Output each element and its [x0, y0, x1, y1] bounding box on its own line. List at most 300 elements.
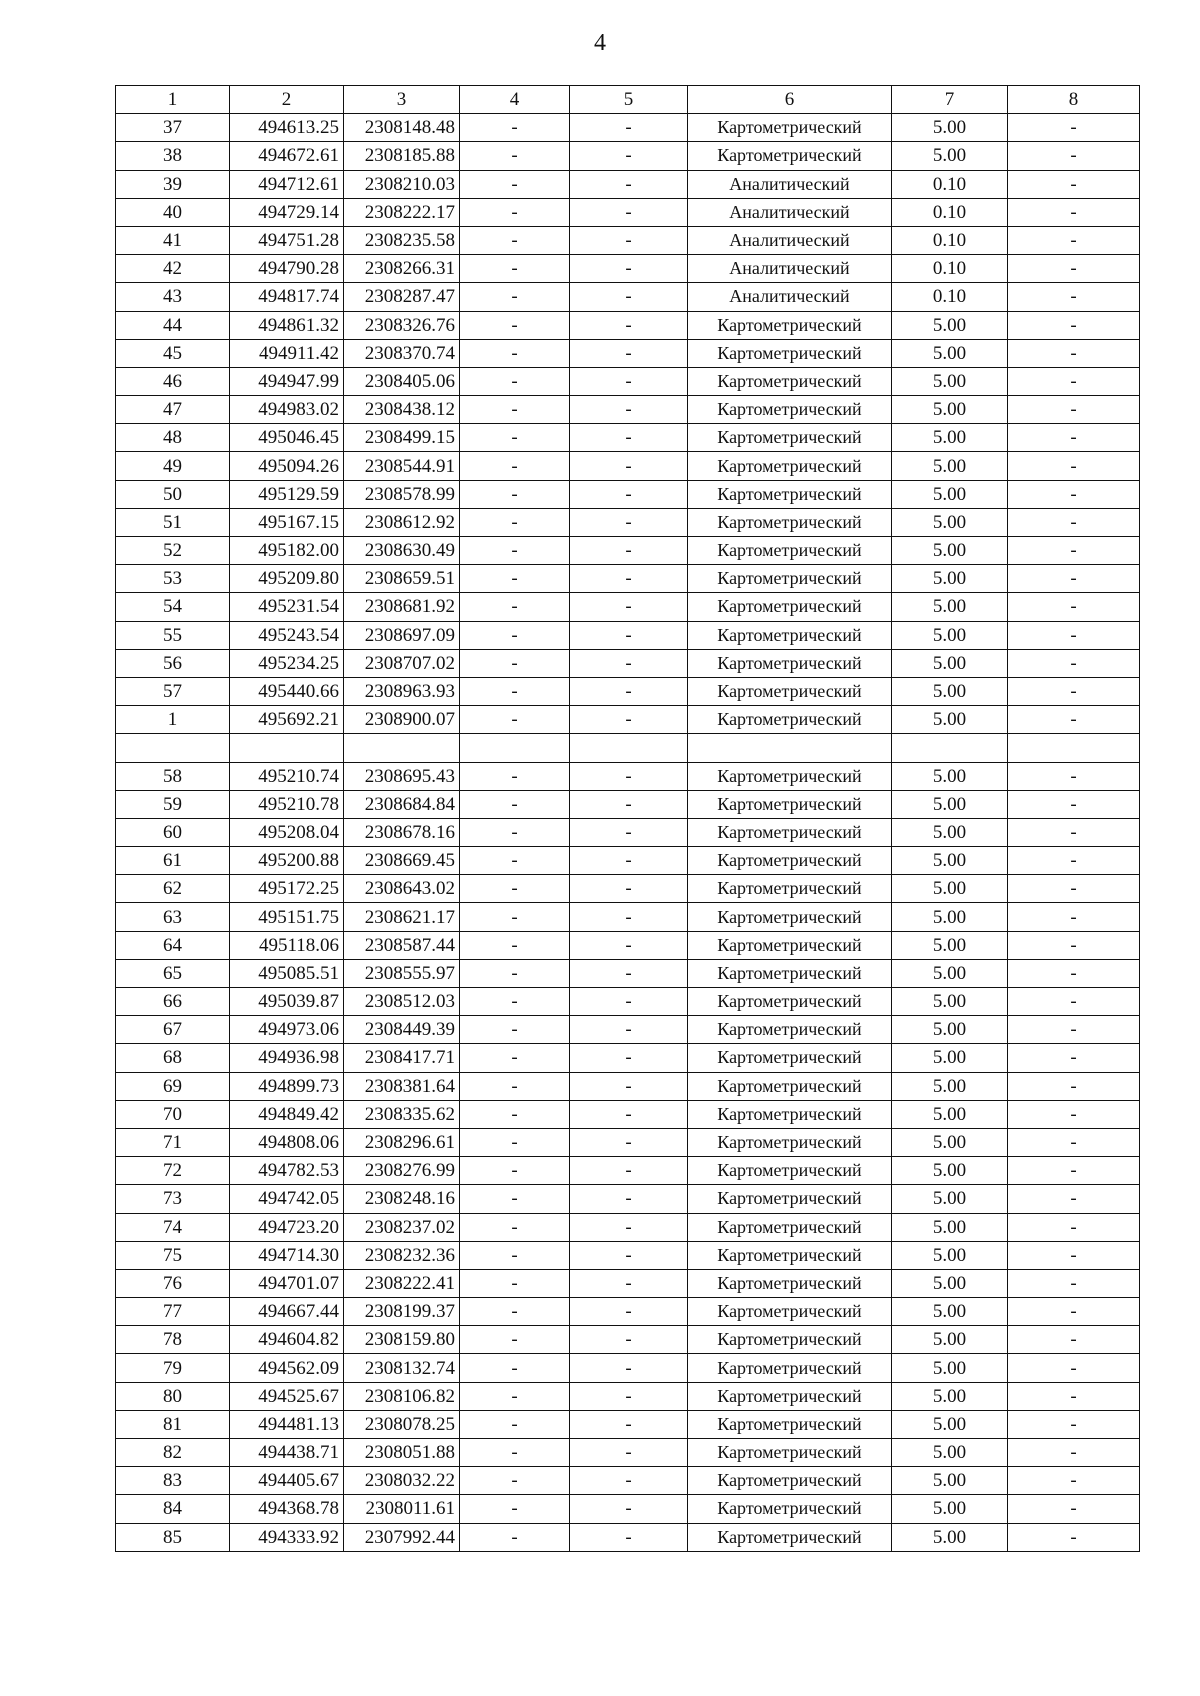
- x-coordinate-cell: 495208.04: [230, 818, 344, 846]
- accuracy-cell: 5.00: [892, 1016, 1008, 1044]
- column-8-cell: -: [1008, 1100, 1140, 1128]
- point-number-cell: 51: [116, 508, 230, 536]
- x-coordinate-cell: 495039.87: [230, 988, 344, 1016]
- method-cell: Картометрический: [688, 762, 892, 790]
- table-row: [116, 1241, 1140, 1269]
- point-number-cell: 62: [116, 875, 230, 903]
- x-coordinate-cell: 495094.26: [230, 452, 344, 480]
- column-4-cell: -: [460, 142, 570, 170]
- column-4-cell: -: [460, 762, 570, 790]
- y-coordinate-cell: 2308326.76: [344, 311, 460, 339]
- column-8-cell: -: [1008, 1298, 1140, 1326]
- column-4-cell: -: [460, 1213, 570, 1241]
- column-8-cell: -: [1008, 311, 1140, 339]
- column-5-cell: -: [570, 508, 688, 536]
- x-coordinate-cell: 494667.44: [230, 1298, 344, 1326]
- column-4-cell: -: [460, 959, 570, 987]
- x-coordinate-cell: 495167.15: [230, 508, 344, 536]
- y-coordinate-cell: 2308370.74: [344, 339, 460, 367]
- y-coordinate-cell: 2308266.31: [344, 255, 460, 283]
- method-cell: Картометрический: [688, 537, 892, 565]
- column-4-cell: -: [460, 1128, 570, 1156]
- column-4-cell: -: [460, 508, 570, 536]
- column-4-cell: -: [460, 677, 570, 705]
- point-number-cell: 55: [116, 621, 230, 649]
- point-number-cell: 50: [116, 480, 230, 508]
- column-8-cell: -: [1008, 226, 1140, 254]
- table-row: [116, 1128, 1140, 1156]
- point-number-cell: 42: [116, 255, 230, 283]
- accuracy-cell: [892, 734, 1008, 762]
- table-row: [116, 621, 1140, 649]
- x-coordinate-cell: 494973.06: [230, 1016, 344, 1044]
- column-4-cell: -: [460, 1467, 570, 1495]
- column-8-cell: -: [1008, 1072, 1140, 1100]
- column-8-cell: -: [1008, 1241, 1140, 1269]
- x-coordinate-cell: 494562.09: [230, 1354, 344, 1382]
- point-number-cell: 39: [116, 170, 230, 198]
- point-number-cell: 71: [116, 1128, 230, 1156]
- point-number-cell: 72: [116, 1157, 230, 1185]
- method-cell: Картометрический: [688, 508, 892, 536]
- y-coordinate-cell: 2308051.88: [344, 1439, 460, 1467]
- table-row: [116, 959, 1140, 987]
- column-4-cell: -: [460, 198, 570, 226]
- column-8-cell: -: [1008, 1016, 1140, 1044]
- point-number-cell: 70: [116, 1100, 230, 1128]
- column-8-cell: [1008, 734, 1140, 762]
- point-number-cell: 57: [116, 677, 230, 705]
- column-4-cell: -: [460, 480, 570, 508]
- accuracy-cell: 5.00: [892, 1128, 1008, 1156]
- column-4-cell: -: [460, 1241, 570, 1269]
- point-number-cell: 75: [116, 1241, 230, 1269]
- table-row: [116, 255, 1140, 283]
- table-row: [116, 396, 1140, 424]
- table-row: [116, 424, 1140, 452]
- method-cell: Картометрический: [688, 1467, 892, 1495]
- accuracy-cell: 0.10: [892, 198, 1008, 226]
- table-row: [116, 734, 1140, 762]
- accuracy-cell: 5.00: [892, 424, 1008, 452]
- column-8-cell: -: [1008, 255, 1140, 283]
- x-coordinate-cell: 495243.54: [230, 621, 344, 649]
- column-4-cell: -: [460, 875, 570, 903]
- column-5-cell: [570, 734, 688, 762]
- column-5-cell: -: [570, 424, 688, 452]
- column-5-cell: -: [570, 1100, 688, 1128]
- x-coordinate-cell: 494742.05: [230, 1185, 344, 1213]
- accuracy-cell: 5.00: [892, 508, 1008, 536]
- table-row: [116, 1044, 1140, 1072]
- point-number-cell: 73: [116, 1185, 230, 1213]
- accuracy-cell: 5.00: [892, 396, 1008, 424]
- y-coordinate-cell: 2308078.25: [344, 1410, 460, 1438]
- accuracy-cell: 0.10: [892, 255, 1008, 283]
- column-8-cell: -: [1008, 903, 1140, 931]
- table-row: [116, 1523, 1140, 1551]
- y-coordinate-cell: 2308381.64: [344, 1072, 460, 1100]
- accuracy-cell: 5.00: [892, 677, 1008, 705]
- y-coordinate-cell: 2308237.02: [344, 1213, 460, 1241]
- y-coordinate-cell: 2308678.16: [344, 818, 460, 846]
- y-coordinate-cell: 2308499.15: [344, 424, 460, 452]
- point-number-cell: 85: [116, 1523, 230, 1551]
- column-5-cell: -: [570, 565, 688, 593]
- column-4-cell: -: [460, 114, 570, 142]
- table-row: [116, 452, 1140, 480]
- table-row: [116, 847, 1140, 875]
- column-5-cell: -: [570, 818, 688, 846]
- accuracy-cell: 5.00: [892, 762, 1008, 790]
- column-5-cell: -: [570, 1326, 688, 1354]
- column-8-cell: -: [1008, 621, 1140, 649]
- point-number-cell: 1: [116, 706, 230, 734]
- method-cell: Картометрический: [688, 1016, 892, 1044]
- method-cell: Картометрический: [688, 114, 892, 142]
- table-row: [116, 142, 1140, 170]
- column-8-cell: -: [1008, 367, 1140, 395]
- y-coordinate-cell: 2308587.44: [344, 931, 460, 959]
- accuracy-cell: 5.00: [892, 649, 1008, 677]
- table-row: [116, 1326, 1140, 1354]
- method-cell: Картометрический: [688, 480, 892, 508]
- x-coordinate-cell: 494333.92: [230, 1523, 344, 1551]
- point-number-cell: 77: [116, 1298, 230, 1326]
- column-5-cell: -: [570, 959, 688, 987]
- y-coordinate-cell: 2308235.58: [344, 226, 460, 254]
- x-coordinate-cell: [230, 734, 344, 762]
- table-row: [116, 114, 1140, 142]
- accuracy-cell: 0.10: [892, 170, 1008, 198]
- x-coordinate-cell: 495209.80: [230, 565, 344, 593]
- y-coordinate-cell: 2308695.43: [344, 762, 460, 790]
- column-4-cell: [460, 734, 570, 762]
- column-4-cell: -: [460, 311, 570, 339]
- column-4-cell: -: [460, 1439, 570, 1467]
- column-5-cell: -: [570, 1044, 688, 1072]
- point-number-cell: 37: [116, 114, 230, 142]
- column-4-cell: -: [460, 226, 570, 254]
- y-coordinate-cell: 2308621.17: [344, 903, 460, 931]
- accuracy-cell: 5.00: [892, 818, 1008, 846]
- x-coordinate-cell: 495692.21: [230, 706, 344, 734]
- point-number-cell: 44: [116, 311, 230, 339]
- column-5-cell: -: [570, 1410, 688, 1438]
- method-cell: Картометрический: [688, 1128, 892, 1156]
- table-row: [116, 1157, 1140, 1185]
- y-coordinate-cell: 2308512.03: [344, 988, 460, 1016]
- column-5-cell: -: [570, 649, 688, 677]
- y-coordinate-cell: 2308232.36: [344, 1241, 460, 1269]
- column-8-cell: -: [1008, 931, 1140, 959]
- y-coordinate-cell: 2308630.49: [344, 537, 460, 565]
- column-5-cell: -: [570, 537, 688, 565]
- column-8-cell: -: [1008, 1467, 1140, 1495]
- table-row: [116, 931, 1140, 959]
- column-5-cell: -: [570, 452, 688, 480]
- x-coordinate-cell: 495118.06: [230, 931, 344, 959]
- column-8-cell: -: [1008, 1213, 1140, 1241]
- column-8-cell: -: [1008, 875, 1140, 903]
- accuracy-cell: 5.00: [892, 1298, 1008, 1326]
- y-coordinate-cell: 2308276.99: [344, 1157, 460, 1185]
- column-8-cell: -: [1008, 790, 1140, 818]
- accuracy-cell: 5.00: [892, 931, 1008, 959]
- column-4-cell: -: [460, 1044, 570, 1072]
- x-coordinate-cell: 494438.71: [230, 1439, 344, 1467]
- method-cell: Аналитический: [688, 283, 892, 311]
- x-coordinate-cell: 494782.53: [230, 1157, 344, 1185]
- x-coordinate-cell: 494604.82: [230, 1326, 344, 1354]
- accuracy-cell: 5.00: [892, 114, 1008, 142]
- column-header-5: 5: [570, 86, 688, 114]
- method-cell: Картометрический: [688, 818, 892, 846]
- x-coordinate-cell: 494613.25: [230, 114, 344, 142]
- column-4-cell: -: [460, 1382, 570, 1410]
- method-cell: Картометрический: [688, 339, 892, 367]
- accuracy-cell: 5.00: [892, 1044, 1008, 1072]
- x-coordinate-cell: 494947.99: [230, 367, 344, 395]
- point-number-cell: 49: [116, 452, 230, 480]
- column-5-cell: -: [570, 1016, 688, 1044]
- accuracy-cell: 5.00: [892, 480, 1008, 508]
- accuracy-cell: 5.00: [892, 875, 1008, 903]
- table-row: [116, 283, 1140, 311]
- column-4-cell: -: [460, 818, 570, 846]
- column-5-cell: -: [570, 339, 688, 367]
- table-row: [116, 1072, 1140, 1100]
- point-number-cell: 68: [116, 1044, 230, 1072]
- column-5-cell: -: [570, 790, 688, 818]
- y-coordinate-cell: 2308578.99: [344, 480, 460, 508]
- point-number-cell: 74: [116, 1213, 230, 1241]
- column-5-cell: -: [570, 396, 688, 424]
- column-5-cell: -: [570, 847, 688, 875]
- table-row: [116, 226, 1140, 254]
- point-number-cell: 76: [116, 1269, 230, 1297]
- column-8-cell: -: [1008, 1495, 1140, 1523]
- column-4-cell: -: [460, 903, 570, 931]
- point-number-cell: 67: [116, 1016, 230, 1044]
- column-5-cell: -: [570, 1128, 688, 1156]
- column-5-cell: -: [570, 988, 688, 1016]
- column-5-cell: -: [570, 1298, 688, 1326]
- table-row: [116, 875, 1140, 903]
- method-cell: Аналитический: [688, 226, 892, 254]
- column-5-cell: -: [570, 875, 688, 903]
- table-row: [116, 1213, 1140, 1241]
- y-coordinate-cell: 2308296.61: [344, 1128, 460, 1156]
- y-coordinate-cell: [344, 734, 460, 762]
- column-8-cell: -: [1008, 1185, 1140, 1213]
- table-row: [116, 508, 1140, 536]
- table-row: [116, 818, 1140, 846]
- accuracy-cell: 5.00: [892, 1213, 1008, 1241]
- x-coordinate-cell: 495200.88: [230, 847, 344, 875]
- column-8-cell: -: [1008, 396, 1140, 424]
- column-4-cell: -: [460, 1298, 570, 1326]
- point-number-cell: 48: [116, 424, 230, 452]
- table-body: [116, 114, 1140, 1552]
- column-5-cell: -: [570, 903, 688, 931]
- point-number-cell: 56: [116, 649, 230, 677]
- method-cell: Картометрический: [688, 621, 892, 649]
- method-cell: Картометрический: [688, 903, 892, 931]
- method-cell: Картометрический: [688, 847, 892, 875]
- column-8-cell: -: [1008, 706, 1140, 734]
- x-coordinate-cell: 494861.32: [230, 311, 344, 339]
- column-5-cell: -: [570, 762, 688, 790]
- column-4-cell: -: [460, 255, 570, 283]
- table-header-row: [116, 86, 1140, 114]
- column-5-cell: -: [570, 1354, 688, 1382]
- table-row: [116, 762, 1140, 790]
- table-row: [116, 311, 1140, 339]
- x-coordinate-cell: 495210.74: [230, 762, 344, 790]
- y-coordinate-cell: 2308210.03: [344, 170, 460, 198]
- y-coordinate-cell: 2308405.06: [344, 367, 460, 395]
- column-8-cell: -: [1008, 1354, 1140, 1382]
- accuracy-cell: 5.00: [892, 959, 1008, 987]
- accuracy-cell: 5.00: [892, 1439, 1008, 1467]
- x-coordinate-cell: 494849.42: [230, 1100, 344, 1128]
- column-8-cell: -: [1008, 480, 1140, 508]
- method-cell: Картометрический: [688, 1269, 892, 1297]
- column-8-cell: -: [1008, 170, 1140, 198]
- x-coordinate-cell: 495129.59: [230, 480, 344, 508]
- y-coordinate-cell: 2308449.39: [344, 1016, 460, 1044]
- table-row: [116, 1298, 1140, 1326]
- column-5-cell: -: [570, 931, 688, 959]
- table-row: [116, 537, 1140, 565]
- method-cell: Картометрический: [688, 1100, 892, 1128]
- y-coordinate-cell: 2307992.44: [344, 1523, 460, 1551]
- column-8-cell: -: [1008, 1523, 1140, 1551]
- accuracy-cell: 5.00: [892, 1467, 1008, 1495]
- method-cell: Картометрический: [688, 875, 892, 903]
- x-coordinate-cell: 494808.06: [230, 1128, 344, 1156]
- column-4-cell: -: [460, 931, 570, 959]
- column-5-cell: -: [570, 226, 688, 254]
- accuracy-cell: 5.00: [892, 988, 1008, 1016]
- y-coordinate-cell: 2308185.88: [344, 142, 460, 170]
- column-5-cell: -: [570, 311, 688, 339]
- column-8-cell: -: [1008, 283, 1140, 311]
- accuracy-cell: 5.00: [892, 1354, 1008, 1382]
- column-8-cell: -: [1008, 537, 1140, 565]
- accuracy-cell: 5.00: [892, 1495, 1008, 1523]
- column-4-cell: -: [460, 706, 570, 734]
- accuracy-cell: 5.00: [892, 537, 1008, 565]
- x-coordinate-cell: 494751.28: [230, 226, 344, 254]
- method-cell: Картометрический: [688, 142, 892, 170]
- point-number-cell: 58: [116, 762, 230, 790]
- x-coordinate-cell: 494936.98: [230, 1044, 344, 1072]
- column-5-cell: -: [570, 1523, 688, 1551]
- y-coordinate-cell: 2308159.80: [344, 1326, 460, 1354]
- y-coordinate-cell: 2308106.82: [344, 1382, 460, 1410]
- column-4-cell: -: [460, 424, 570, 452]
- table-row: [116, 903, 1140, 931]
- table-row: [116, 1269, 1140, 1297]
- column-4-cell: -: [460, 649, 570, 677]
- point-number-cell: 40: [116, 198, 230, 226]
- column-4-cell: -: [460, 537, 570, 565]
- accuracy-cell: 5.00: [892, 311, 1008, 339]
- point-number-cell: 52: [116, 537, 230, 565]
- column-8-cell: -: [1008, 1382, 1140, 1410]
- column-5-cell: -: [570, 1495, 688, 1523]
- column-8-cell: -: [1008, 1326, 1140, 1354]
- method-cell: Картометрический: [688, 1241, 892, 1269]
- column-8-cell: -: [1008, 142, 1140, 170]
- column-8-cell: -: [1008, 593, 1140, 621]
- accuracy-cell: 5.00: [892, 1523, 1008, 1551]
- table-row: [116, 1100, 1140, 1128]
- method-cell: Картометрический: [688, 706, 892, 734]
- method-cell: Картометрический: [688, 931, 892, 959]
- accuracy-cell: 5.00: [892, 1185, 1008, 1213]
- y-coordinate-cell: 2308900.07: [344, 706, 460, 734]
- point-number-cell: 43: [116, 283, 230, 311]
- column-4-cell: -: [460, 1326, 570, 1354]
- method-cell: Картометрический: [688, 959, 892, 987]
- y-coordinate-cell: 2308335.62: [344, 1100, 460, 1128]
- column-8-cell: -: [1008, 847, 1140, 875]
- method-cell: Картометрический: [688, 1382, 892, 1410]
- y-coordinate-cell: 2308222.41: [344, 1269, 460, 1297]
- accuracy-cell: 5.00: [892, 593, 1008, 621]
- column-4-cell: -: [460, 847, 570, 875]
- column-5-cell: -: [570, 198, 688, 226]
- y-coordinate-cell: 2308199.37: [344, 1298, 460, 1326]
- y-coordinate-cell: 2308963.93: [344, 677, 460, 705]
- column-8-cell: -: [1008, 988, 1140, 1016]
- column-8-cell: -: [1008, 818, 1140, 846]
- column-4-cell: -: [460, 565, 570, 593]
- y-coordinate-cell: 2308438.12: [344, 396, 460, 424]
- method-cell: Аналитический: [688, 198, 892, 226]
- page-number: 4: [594, 30, 606, 56]
- column-4-cell: -: [460, 1100, 570, 1128]
- point-number-cell: 65: [116, 959, 230, 987]
- accuracy-cell: 5.00: [892, 1410, 1008, 1438]
- column-5-cell: -: [570, 593, 688, 621]
- x-coordinate-cell: 494729.14: [230, 198, 344, 226]
- method-cell: Картометрический: [688, 1185, 892, 1213]
- accuracy-cell: 5.00: [892, 847, 1008, 875]
- column-8-cell: -: [1008, 1157, 1140, 1185]
- column-5-cell: -: [570, 480, 688, 508]
- y-coordinate-cell: 2308011.61: [344, 1495, 460, 1523]
- table-row: [116, 1354, 1140, 1382]
- point-number-cell: 84: [116, 1495, 230, 1523]
- column-5-cell: -: [570, 1269, 688, 1297]
- column-4-cell: -: [460, 1185, 570, 1213]
- x-coordinate-cell: 494899.73: [230, 1072, 344, 1100]
- accuracy-cell: 5.00: [892, 339, 1008, 367]
- method-cell: Картометрический: [688, 677, 892, 705]
- method-cell: Картометрический: [688, 1410, 892, 1438]
- method-cell: Картометрический: [688, 649, 892, 677]
- column-5-cell: -: [570, 1467, 688, 1495]
- table-row: [116, 367, 1140, 395]
- column-8-cell: -: [1008, 649, 1140, 677]
- table-row: [116, 677, 1140, 705]
- x-coordinate-cell: 494790.28: [230, 255, 344, 283]
- column-header-8: 8: [1008, 86, 1140, 114]
